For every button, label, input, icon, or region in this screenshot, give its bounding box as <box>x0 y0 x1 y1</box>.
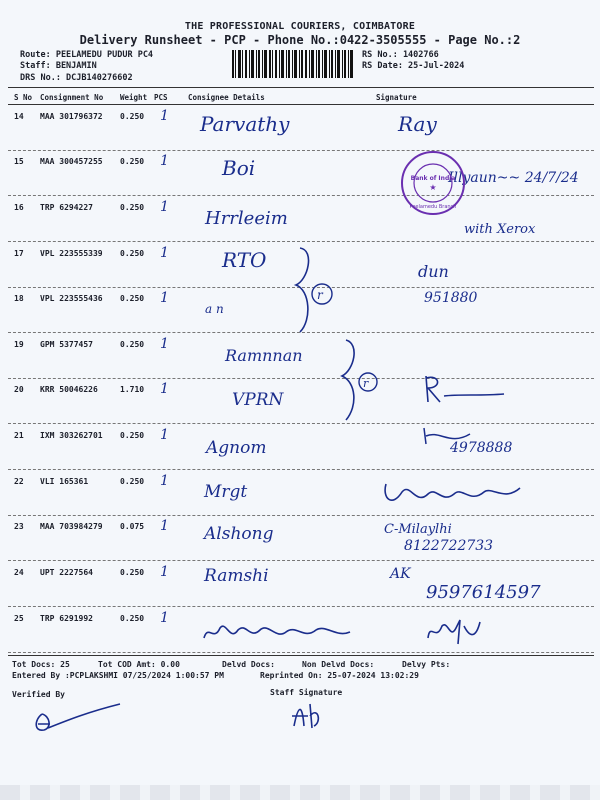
row-pcs: 1 <box>160 199 169 215</box>
row-pcs: 1 <box>160 473 169 489</box>
handwriting-consignee-17: RTO <box>222 248 267 272</box>
row-sno: 23 <box>14 522 24 531</box>
row-separator <box>8 606 594 607</box>
row-consignment: TRP 6291992 <box>40 614 93 623</box>
row-sno: 18 <box>14 294 24 303</box>
row-pcs: 1 <box>160 290 169 306</box>
row-separator <box>8 560 594 561</box>
row-weight: 0.250 <box>120 340 145 349</box>
row-separator <box>8 652 594 653</box>
row-separator <box>8 423 594 424</box>
handwriting-signature-22 <box>380 478 530 514</box>
row-sno: 25 <box>14 614 24 623</box>
col-sno: S No <box>14 93 33 102</box>
handwriting-consignee-23: Alshong <box>204 524 274 544</box>
handwriting-signature-14: Ray <box>398 112 437 136</box>
row-weight: 0.250 <box>120 614 145 623</box>
svg-text:r: r <box>317 288 323 302</box>
route-label: Route: PEELAMEDU PUDUR PC4 <box>20 50 154 60</box>
col-consignment: Consignment No <box>40 93 104 102</box>
row-pcs: 1 <box>160 427 169 443</box>
row-consignment: UPT 2227564 <box>40 568 93 577</box>
handwriting-consignee-16: Hrrleeim <box>205 208 288 229</box>
stamp-bank-name: Bank of India <box>410 175 456 182</box>
handwriting-consignee-25 <box>200 618 360 648</box>
row-consignment: MAA 703984279 <box>40 522 103 531</box>
row-weight: 0.250 <box>120 112 145 121</box>
handwriting-consignee-20: VPRN <box>232 390 284 410</box>
handwriting-signature-23: 8122722733 <box>404 538 494 554</box>
row-consignment: VPL 223555339 <box>40 249 103 258</box>
header-top-rule <box>8 87 594 88</box>
row-pcs: 1 <box>160 153 169 169</box>
row-weight: 0.250 <box>120 431 145 440</box>
handwriting-signature-15: Illyaun~~ 24/7/24 <box>448 170 579 186</box>
verified-by-label: Verified By <box>12 690 65 699</box>
row-separator <box>8 515 594 516</box>
row-sno: 14 <box>14 112 24 121</box>
row-pcs: 1 <box>160 564 169 580</box>
row-consignment: VPL 223555436 <box>40 294 103 303</box>
company-title: THE PROFESSIONAL COURIERS, COIMBATORE <box>184 21 416 32</box>
entered-by: Entered By :PCPLAKSHMI 07/25/2024 1:00:57 PM <box>12 671 224 680</box>
handwriting-signature-20 <box>420 372 510 408</box>
row-pcs: 1 <box>160 245 169 261</box>
row-pcs: 1 <box>160 381 169 397</box>
row-sno: 19 <box>14 340 24 349</box>
bracket-mark-17-18 <box>290 240 370 340</box>
row-consignment: KRR 50046226 <box>40 385 98 394</box>
handwriting-signature-21: 4978888 <box>450 440 513 456</box>
barcode-image <box>232 50 354 78</box>
row-consignment: IXM 303262701 <box>40 431 103 440</box>
row-weight: 1.710 <box>120 385 145 394</box>
stamp-branch: Peelamedu Branch <box>409 204 457 210</box>
row-consignment: MAA 300457255 <box>40 157 103 166</box>
delvd-docs: Delvd Docs: <box>222 660 275 669</box>
row-sno: 16 <box>14 203 24 212</box>
row-consignment: GPM 5377457 <box>40 340 93 349</box>
handwriting-signature-16: with Xerox <box>464 222 536 237</box>
handwriting-consignee-24: Ramshi <box>204 566 269 586</box>
handwriting-consignee-22: Mrgt <box>204 482 248 502</box>
handwriting-consignee-19: Ramnnan <box>225 346 303 365</box>
col-weight: Weight <box>120 93 148 102</box>
handwriting-signature-24-mark: AK <box>390 566 411 582</box>
row-pcs: 1 <box>160 518 169 534</box>
tot-docs: Tot Docs: 25 <box>12 660 70 669</box>
row-weight: 0.250 <box>120 294 145 303</box>
staff-signature-mark <box>288 696 328 732</box>
drs-no-label: DRS No.: DCJB140276602 <box>20 73 133 83</box>
row-weight: 0.250 <box>120 157 145 166</box>
col-pcs: PCS <box>154 93 168 102</box>
row-sno: 15 <box>14 157 24 166</box>
row-separator <box>8 150 594 151</box>
staff-label: Staff: BENJAMIN <box>20 61 97 71</box>
handwriting-signature-17: dun <box>418 262 449 281</box>
handwriting-consignee-17-extra: a n <box>205 302 224 316</box>
col-signature: Signature <box>376 93 417 102</box>
rs-no-label: RS No.: 1402766 <box>362 50 439 60</box>
header-bottom-rule <box>8 104 594 105</box>
row-weight: 0.250 <box>120 568 145 577</box>
row-sno: 22 <box>14 477 24 486</box>
tot-cod-amt: Tot COD Amt: 0.00 <box>98 660 180 669</box>
row-weight: 0.250 <box>120 477 145 486</box>
handwriting-consignee-14: Parvathy <box>200 112 290 136</box>
handwriting-signature-18: 951880 <box>424 290 478 306</box>
row-weight: 0.250 <box>120 203 145 212</box>
handwriting-signature-23-name: C-Milaylhi <box>384 522 452 537</box>
scan-bottom-edge <box>0 785 600 800</box>
non-delvd-docs: Non Delvd Docs: <box>302 660 375 669</box>
footer-top-rule <box>8 655 594 656</box>
col-consignee: Consignee Details <box>188 93 265 102</box>
handwriting-date-15: 24/7/24 <box>524 170 579 186</box>
row-weight: 0.250 <box>120 249 145 258</box>
svg-text:r: r <box>363 377 369 390</box>
row-sno: 24 <box>14 568 24 577</box>
row-consignment: MAA 301796372 <box>40 112 103 121</box>
row-consignment: TRP 6294227 <box>40 203 93 212</box>
handwriting-consignee-21: Agnom <box>206 438 267 458</box>
row-consignment: VLI 165361 <box>40 477 89 486</box>
row-sno: 20 <box>14 385 24 394</box>
row-sno: 21 <box>14 431 24 440</box>
runsheet-subtitle: Delivery Runsheet - PCP - Phone No.:0422-3505555 - Page No.:2 <box>79 33 521 47</box>
row-pcs: 1 <box>160 336 169 352</box>
bank-stamp <box>400 150 466 216</box>
handwriting-consignee-15: Boi <box>222 156 256 180</box>
row-sno: 17 <box>14 249 24 258</box>
row-separator <box>8 195 594 196</box>
row-weight: 0.075 <box>120 522 145 531</box>
reprinted-on: Reprinted On: 25-07-2024 13:02:29 <box>260 671 419 680</box>
bracket-mark-19-20 <box>338 336 398 426</box>
row-pcs: 1 <box>160 108 169 124</box>
handwriting-signature-24: 9597614597 <box>426 582 541 603</box>
row-pcs: 1 <box>160 610 169 626</box>
verified-by-signature <box>28 700 128 740</box>
staff-signature-label: Staff Signature <box>270 688 343 697</box>
delvy-pts: Delvy Pts: <box>402 660 451 669</box>
rs-date-label: RS Date: 25-Jul-2024 <box>362 61 465 71</box>
row-separator <box>8 469 594 470</box>
handwriting-signature-25 <box>424 616 484 646</box>
svg-text:★: ★ <box>429 183 437 192</box>
